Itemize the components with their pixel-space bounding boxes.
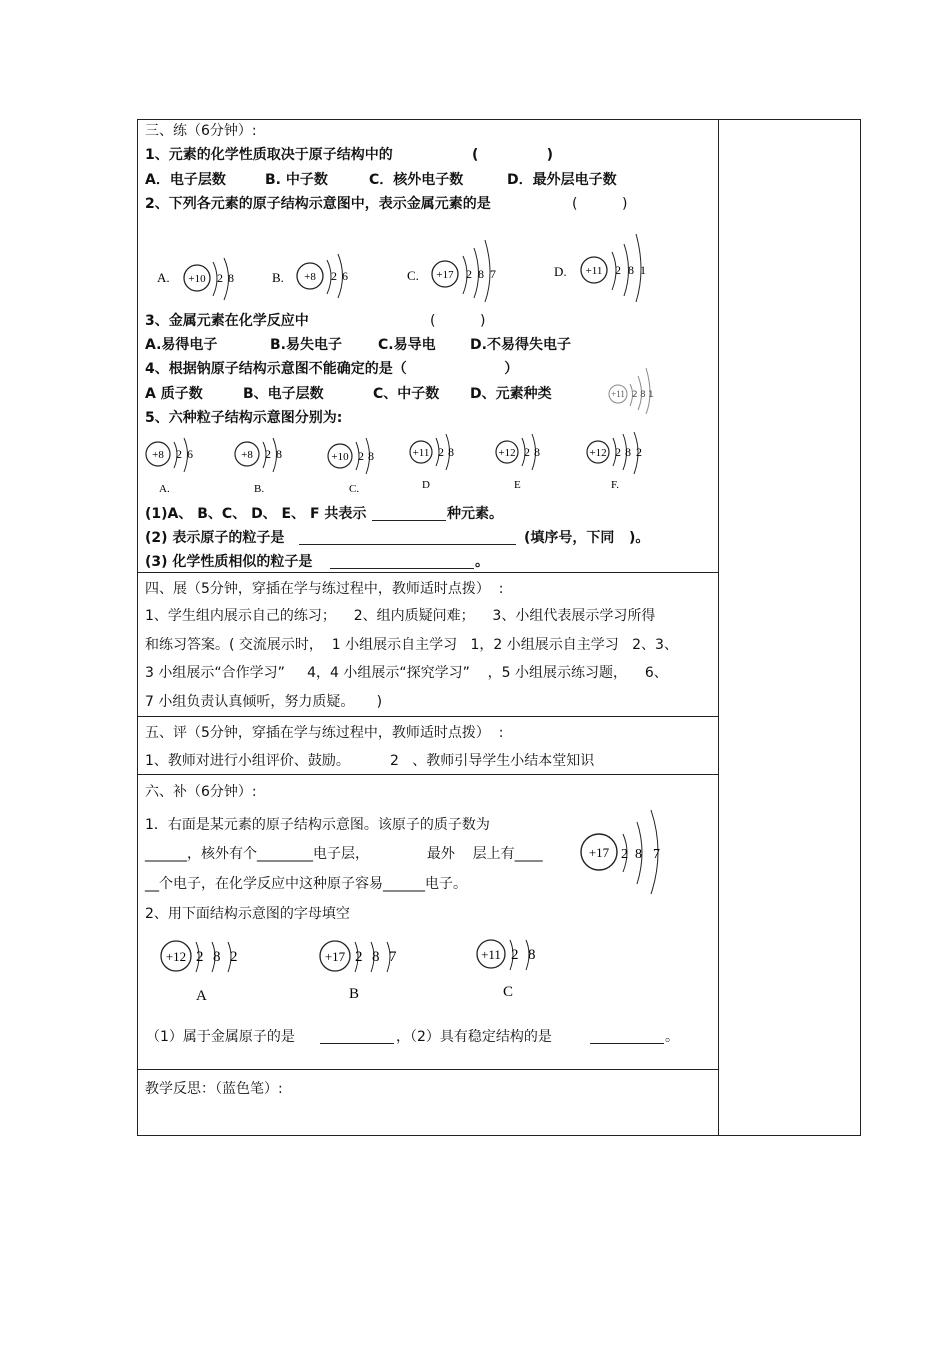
svg-text:+12: +12 xyxy=(165,949,187,964)
svg-text:+11: +11 xyxy=(585,265,603,277)
row-divider xyxy=(138,572,719,573)
svg-text:2: 2 xyxy=(466,267,472,281)
s6-q1-line3: __个电子，在化学反应中这种原子容易______电子。 xyxy=(145,876,467,892)
svg-text:2: 2 xyxy=(524,445,530,459)
particle-diagram-e xyxy=(494,432,564,500)
q5-sub1-blank[interactable] xyxy=(372,520,446,521)
particle-diagram-d xyxy=(408,432,478,500)
q4-option-c: C、中子数 xyxy=(373,386,440,402)
section4-line: 和练习答案。( 交流展示时， 1 小组展示自主学习 1，2 小组展示自主学习 2、3、 xyxy=(145,637,678,653)
q4-text: 4、根据钠原子结构示意图不能确定的是（ ） xyxy=(145,361,519,377)
q3-option-b: B.易失电子 xyxy=(270,337,342,353)
q1-option-c: C．核外电子数 xyxy=(369,172,464,188)
svg-text:2: 2 xyxy=(176,447,182,461)
svg-text:B.: B. xyxy=(272,270,284,285)
s6-q2-sub2-blank[interactable] xyxy=(590,1043,664,1044)
svg-text:2: 2 xyxy=(621,847,628,862)
svg-text:8: 8 xyxy=(448,445,454,459)
svg-text:+17: +17 xyxy=(588,845,610,860)
sodium-atom-diagram xyxy=(604,364,664,418)
section4-line: 1、学生组内展示自己的练习； 2、组内质疑问难； 3、小组代表展示学习所得 xyxy=(145,608,656,624)
row-divider xyxy=(138,1069,719,1070)
svg-text:8: 8 xyxy=(625,445,631,459)
svg-text:+17: +17 xyxy=(436,269,454,281)
s6-q1-line2: ______，核外有个________电子层， 最外 层上有____ xyxy=(145,846,543,862)
q3-answer-paren: ( ) xyxy=(430,313,486,329)
q1-option-b: B. 中子数 xyxy=(265,172,328,188)
particle-diagram-f xyxy=(585,432,665,500)
svg-text:D: D xyxy=(422,479,430,491)
svg-text:+12: +12 xyxy=(589,447,607,459)
atom-diagram-b xyxy=(270,240,360,304)
svg-text:B.: B. xyxy=(254,483,265,495)
svg-text:2: 2 xyxy=(217,271,223,285)
section4-line: 3 小组展示“合作学习” 4，4 小组展示“探究学习” ，5 小组展示练习题， 6、 xyxy=(145,665,668,681)
svg-text:B: B xyxy=(349,986,360,1002)
q5-sub2-text: (2) 表示原子的粒子是 xyxy=(145,530,285,546)
s6-atom-diagram-a xyxy=(158,938,258,1008)
q5-sub1-text: (1)A、 B、C、 D、 E、 F 共表示 xyxy=(145,506,367,522)
q3-option-a: A.易得电子 xyxy=(145,337,218,353)
q2-text: 2、下列各元素的原子结构示意图中，表示金属元素的是 xyxy=(145,196,491,212)
q1-option-d: D．最外层电子数 xyxy=(507,172,617,188)
q3-option-d: D.不易得失电子 xyxy=(470,337,571,353)
q5-sub2-blank[interactable] xyxy=(299,544,516,545)
svg-text:2: 2 xyxy=(230,949,238,965)
particle-diagram-c xyxy=(325,434,395,502)
q5-sub3-text: (3) 化学性质相似的粒子是 xyxy=(145,554,313,570)
svg-text:8: 8 xyxy=(276,447,282,461)
svg-text:2: 2 xyxy=(615,445,621,459)
s6-q2-end: 。 xyxy=(665,1029,679,1045)
svg-text:2: 2 xyxy=(636,445,642,459)
svg-text:C: C xyxy=(503,984,514,1000)
svg-text:A.: A. xyxy=(159,483,170,495)
svg-text:8: 8 xyxy=(478,267,484,281)
svg-text:6: 6 xyxy=(342,269,348,283)
svg-text:8: 8 xyxy=(213,949,221,965)
row-divider xyxy=(138,774,719,775)
svg-text:C.: C. xyxy=(349,483,360,495)
svg-text:F.: F. xyxy=(611,479,619,491)
svg-text:+10: +10 xyxy=(331,451,349,463)
svg-text:1: 1 xyxy=(640,263,646,277)
svg-text:2: 2 xyxy=(358,449,364,463)
svg-text:+12: +12 xyxy=(498,447,516,459)
q5-sub2-end: (填序号，下同 )。 xyxy=(524,530,650,546)
section4-line: 7 小组负责认真倾听，努力质疑。 ) xyxy=(145,694,383,710)
svg-text:8: 8 xyxy=(228,271,234,285)
svg-text:2: 2 xyxy=(331,269,337,283)
svg-text:2: 2 xyxy=(632,390,638,400)
q3-option-c: C.易导电 xyxy=(378,337,436,353)
svg-text:1: 1 xyxy=(648,390,654,400)
svg-text:2: 2 xyxy=(265,447,271,461)
reflection-title: 教学反思：（蓝色笔）: xyxy=(145,1081,283,1097)
q4-option-a: A 质子数 xyxy=(145,386,203,402)
s6-q2-sub2: ，（2）具有稳定结构的是 xyxy=(396,1029,552,1045)
s6-q2-sub1: （1）属于金属原子的是 xyxy=(146,1029,295,1045)
svg-text:8: 8 xyxy=(635,847,642,862)
svg-text:C.: C. xyxy=(407,268,419,283)
q1-text: 1、元素的化学性质取决于原子结构中的 xyxy=(145,147,393,163)
q2-answer-paren: ( ) xyxy=(572,196,628,212)
svg-text:8: 8 xyxy=(368,449,374,463)
atom-diagram-a xyxy=(155,240,245,304)
svg-text:D.: D. xyxy=(554,264,567,279)
svg-text:2: 2 xyxy=(196,949,204,965)
svg-text:+10: +10 xyxy=(188,273,206,285)
q3-text: 3、金属元素在化学反应中 xyxy=(145,313,309,329)
q1-option-a: A．电子层数 xyxy=(145,172,226,188)
svg-text:E: E xyxy=(514,479,521,491)
svg-text:8: 8 xyxy=(640,390,646,400)
particle-diagram-a xyxy=(143,434,213,502)
svg-text:2: 2 xyxy=(511,947,519,963)
section4-title: 四、展（5分钟，穿插在学与练过程中，教师适时点拨） : xyxy=(145,581,504,597)
svg-text:8: 8 xyxy=(628,263,634,277)
q4-option-d: D、元素种类 xyxy=(470,386,552,402)
q5-sub1-end: 种元素。 xyxy=(447,506,503,522)
svg-text:+8: +8 xyxy=(304,271,316,283)
svg-text:2: 2 xyxy=(615,263,621,277)
atom-diagram-d xyxy=(552,230,662,308)
chlorine-atom-diagram xyxy=(575,806,675,902)
q1-answer-paren: ( ) xyxy=(472,147,554,163)
svg-text:+17: +17 xyxy=(324,949,346,964)
svg-text:8: 8 xyxy=(534,445,540,459)
svg-text:2: 2 xyxy=(438,445,444,459)
q4-option-b: B、电子层数 xyxy=(243,386,324,402)
svg-text:+8: +8 xyxy=(152,449,164,461)
svg-text:A.: A. xyxy=(157,270,170,285)
section5-line: 1、教师对进行小组评价、鼓励。 2 、教师引导学生小结本堂知识 xyxy=(145,753,595,769)
s6-q2-title: 2、用下面结构示意图的字母填空 xyxy=(145,906,350,922)
row-divider xyxy=(138,716,719,717)
svg-text:+8: +8 xyxy=(241,449,253,461)
svg-text:+11: +11 xyxy=(611,389,625,399)
svg-text:A: A xyxy=(196,988,207,1004)
svg-text:2: 2 xyxy=(355,949,363,965)
section5-title: 五、评（5分钟，穿插在学与练过程中，教师适时点拨） : xyxy=(145,725,504,741)
particle-diagram-b xyxy=(232,434,302,502)
svg-text:6: 6 xyxy=(187,447,193,461)
svg-text:7: 7 xyxy=(653,847,660,862)
section6-title: 六、补（6分钟）: xyxy=(145,784,257,800)
svg-text:7: 7 xyxy=(389,949,397,965)
svg-text:7: 7 xyxy=(490,267,496,281)
q5-text: 5、六种粒子结构示意图分别为: xyxy=(145,410,343,426)
s6-atom-diagram-c xyxy=(474,936,564,1006)
section3-title: 三、练（6分钟）: xyxy=(145,123,257,139)
svg-text:+11: +11 xyxy=(481,947,501,962)
s6-q2-sub1-blank[interactable] xyxy=(320,1043,394,1044)
svg-text:8: 8 xyxy=(528,947,536,963)
q5-sub3-end: 。 xyxy=(475,554,489,570)
svg-text:+11: +11 xyxy=(412,447,430,459)
s6-atom-diagram-b xyxy=(317,938,417,1008)
column-divider xyxy=(718,120,719,1135)
atom-diagram-c xyxy=(405,232,515,306)
q5-sub3-blank[interactable] xyxy=(330,568,474,569)
s6-q1-line1: 1．右面是某元素的原子结构示意图。该原子的质子数为 xyxy=(145,817,490,833)
svg-text:8: 8 xyxy=(372,949,380,965)
